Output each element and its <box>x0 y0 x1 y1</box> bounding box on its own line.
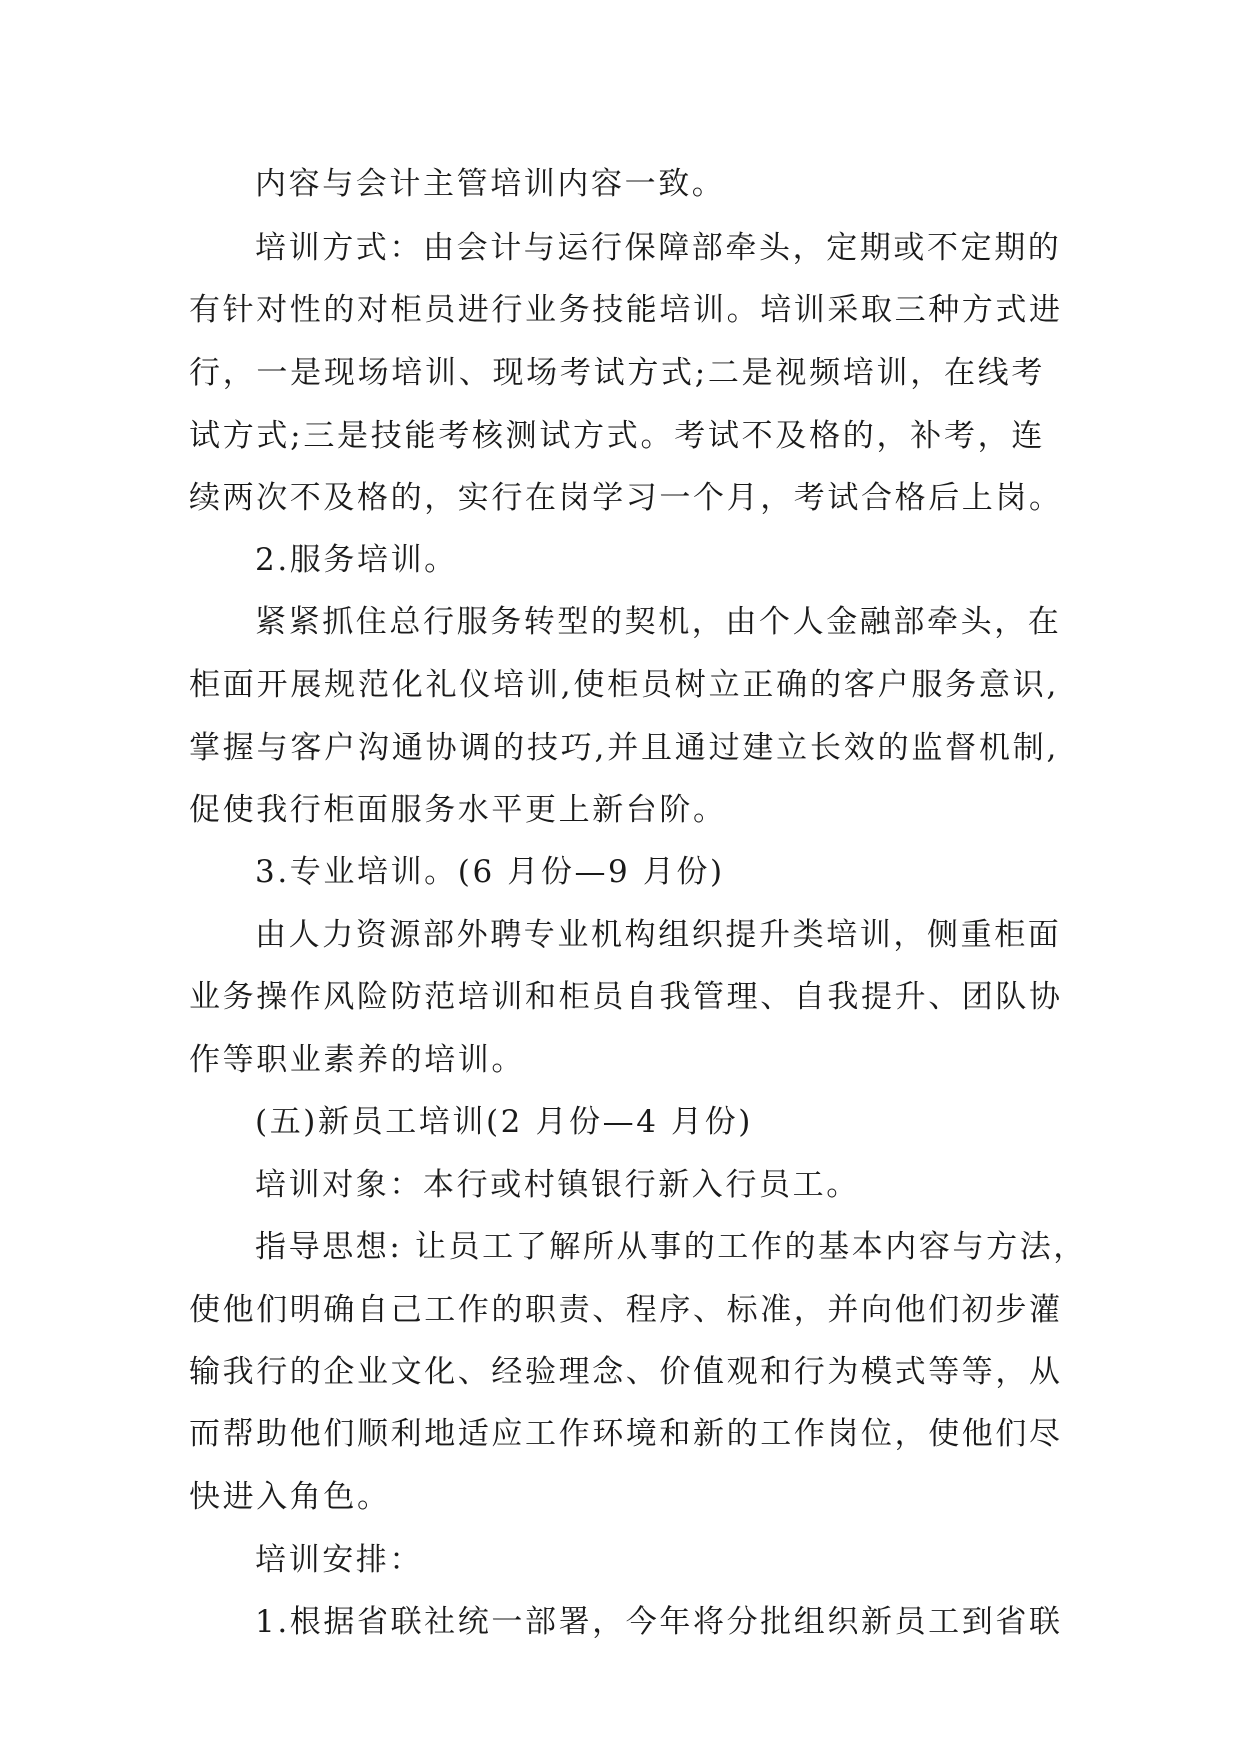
text-line: 而帮助他们顺利地适应工作环境和新的工作岗位，使他们尽 <box>189 1416 1063 1452</box>
text-line: 1.根据省联社统一部署，今年将分批组织新员工到省联 <box>255 1604 1063 1640</box>
text-line: 有针对性的对柜员进行业务技能培训。培训采取三种方式进 <box>189 292 1063 328</box>
text-line: 行，一是现场培训、现场考试方式;二是视频培训，在线考 <box>189 355 1045 391</box>
text-line: 由人力资源部外聘专业机构组织提升类培训，侧重柜面 <box>255 917 1062 953</box>
text-line: 使他们明确自己工作的职责、程序、标准，并向他们初步灌 <box>189 1292 1063 1328</box>
text-line: 培训方式：由会计与运行保障部牵头，定期或不定期的 <box>255 230 1062 266</box>
text-line: 业务操作风险防范培训和柜员自我管理、自我提升、团队协 <box>189 979 1063 1015</box>
text-line: 内容与会计主管培训内容一致。 <box>255 166 726 202</box>
text-line: 输我行的企业文化、经验理念、价值观和行为模式等等，从 <box>189 1354 1063 1390</box>
section-heading: 3.专业培训。(6 月份—9 月份) <box>255 854 725 890</box>
section-heading: 2.服务培训。 <box>255 542 458 578</box>
section-heading: 培训安排： <box>255 1542 423 1578</box>
text-line: 续两次不及格的，实行在岗学习一个月，考试合格后上岗。 <box>189 480 1063 516</box>
text-line: 试方式;三是技能考核测试方式。考试不及格的，补考，连 <box>189 418 1045 454</box>
text-line: 紧紧抓住总行服务转型的契机，由个人金融部牵头，在 <box>255 604 1062 640</box>
text-line: 掌握与客户沟通协调的技巧,并且通过建立长效的监督机制, <box>189 730 1059 766</box>
text-line: 促使我行柜面服务水平更上新台阶。 <box>189 792 727 828</box>
text-line: 作等职业素养的培训。 <box>189 1042 525 1078</box>
section-heading: (五)新员工培训(2 月份—4 月份) <box>255 1104 753 1140</box>
text-line: 培训对象：本行或村镇银行新入行员工。 <box>255 1167 860 1203</box>
text-line: 快进入角色。 <box>189 1479 391 1515</box>
text-line: 指导思想: 让员工了解所从事的工作的基本内容与方法， <box>255 1229 1087 1265</box>
text-line: 柜面开展规范化礼仪培训,使柜员树立正确的客户服务意识, <box>189 667 1059 703</box>
